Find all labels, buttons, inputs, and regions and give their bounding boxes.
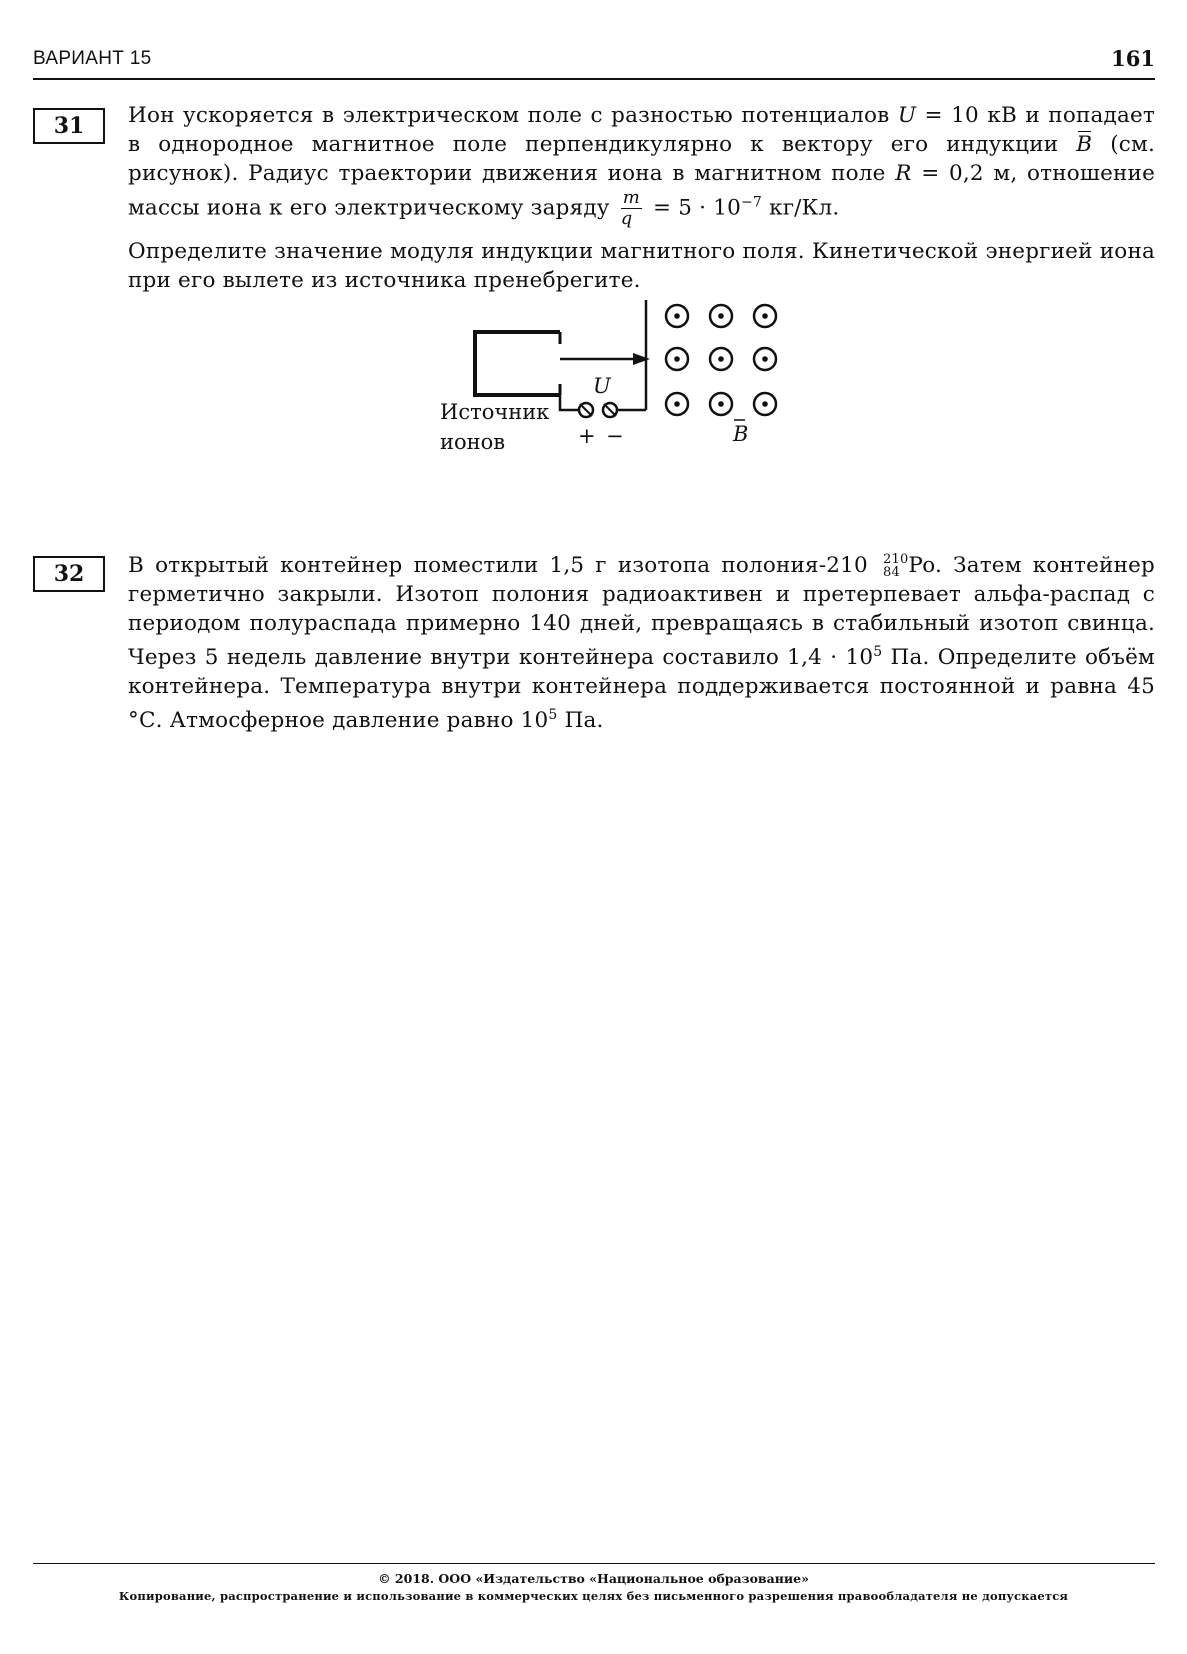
field-point-icon: [666, 348, 688, 370]
atm-exponent: 5: [548, 707, 558, 724]
fraction-denominator: q: [620, 208, 633, 229]
plus-sign: +: [578, 424, 596, 448]
arrow-head-icon: [633, 353, 650, 365]
fraction-numerator: m: [622, 187, 640, 208]
field-point-icon: [754, 305, 776, 327]
mass-charge-fraction: [621, 188, 642, 229]
task-32-number: 32: [33, 556, 105, 592]
task-31-paragraph-2: Определите значение модуля индукции магнитного поля. Кинетической энергией иона при его вылете из источника пренебрегите.: [128, 239, 1155, 293]
symbol-U: U: [897, 103, 917, 128]
field-point-icon: [754, 393, 776, 415]
field-point-icon: [710, 393, 732, 415]
t32-part-2: . Затем контейнер герметично закрыли. Изотоп полония радиоактивен и претерпевает альфа-распад с периодом полураспада примерно 140 дней, превращаясь в стабильный изотоп свинца. Через 5 недель давление внутри контейнера составило 1,4 · 10: [128, 553, 1156, 671]
task-31-number: 31: [33, 108, 105, 144]
t31-p1d: = 5 · 10: [645, 195, 741, 221]
footer-divider: [33, 1563, 1155, 1564]
t31-p1e: кг/Кл.: [762, 195, 840, 221]
t31-u-value: = 10 кВ и попадает в однородное магнитное поле перпендикулярно к вектору его индукции: [128, 103, 1155, 157]
wire-left: [560, 395, 579, 410]
atomic-number: 84: [883, 565, 900, 580]
footer-rights-notice: Копирование, распространение и использование в коммерческих целях без письменного разрешения правообладателя не допускается: [118, 1589, 1069, 1603]
source-label-line-2: ионов: [440, 430, 506, 454]
t32-part-4: Па.: [557, 708, 604, 734]
field-label: B: [733, 422, 749, 446]
header-divider: [33, 78, 1155, 80]
symbol-B-vector: B: [1076, 132, 1093, 157]
task-31-text: [128, 101, 1155, 295]
terminal-minus-icon: [603, 403, 617, 417]
task-32-paragraph: [128, 551, 1155, 735]
diagram-drawing: [440, 300, 870, 490]
terminal-plus-icon: [579, 403, 593, 417]
task-31-paragraph-1: [128, 101, 1155, 229]
symbol-R: R: [895, 161, 912, 186]
page-number: 161: [1111, 46, 1155, 71]
t31-p1c: = 0,2 м, отношение массы иона к его электрическому заряду: [128, 161, 1155, 221]
task-32-text: [128, 551, 1155, 735]
ion-source-diagram: [440, 300, 870, 490]
nuclide-indices: [883, 553, 908, 579]
pressure-exponent: 5: [873, 644, 883, 660]
footer-copyright: © 2018. ООО «Издательство «Национальное образование»: [378, 1571, 809, 1586]
minus-sign: −: [606, 424, 624, 448]
field-point-icon: [710, 348, 732, 370]
source-label-line-1: Источник: [440, 400, 550, 424]
mass-number: 210: [883, 552, 909, 567]
variant-title: ВАРИАНТ 15: [33, 48, 152, 69]
t32-part-3: Па. Определите объём контейнера. Температура внутри контейнера поддерживается постоянной и равна 45 °С. Атмосферное давление равно 10: [128, 645, 1155, 734]
element-symbol: Po: [908, 553, 935, 578]
t32-part-1: В открытый контейнер поместили 1,5 г изотопа полония-210: [128, 553, 879, 578]
exponent: −7: [741, 194, 763, 211]
field-point-icon: [666, 393, 688, 415]
field-point-icon: [754, 348, 776, 370]
t31-p1a: Ион ускоряется в электрическом поле с разностью потенциалов: [128, 103, 898, 128]
voltage-label: U: [593, 374, 611, 398]
field-point-icon: [710, 305, 732, 327]
field-point-icon: [666, 305, 688, 327]
source-box: [475, 332, 560, 395]
t31-p1b: (см. рисунок). Радиус траектории движения иона в магнитном поле: [128, 132, 1155, 186]
